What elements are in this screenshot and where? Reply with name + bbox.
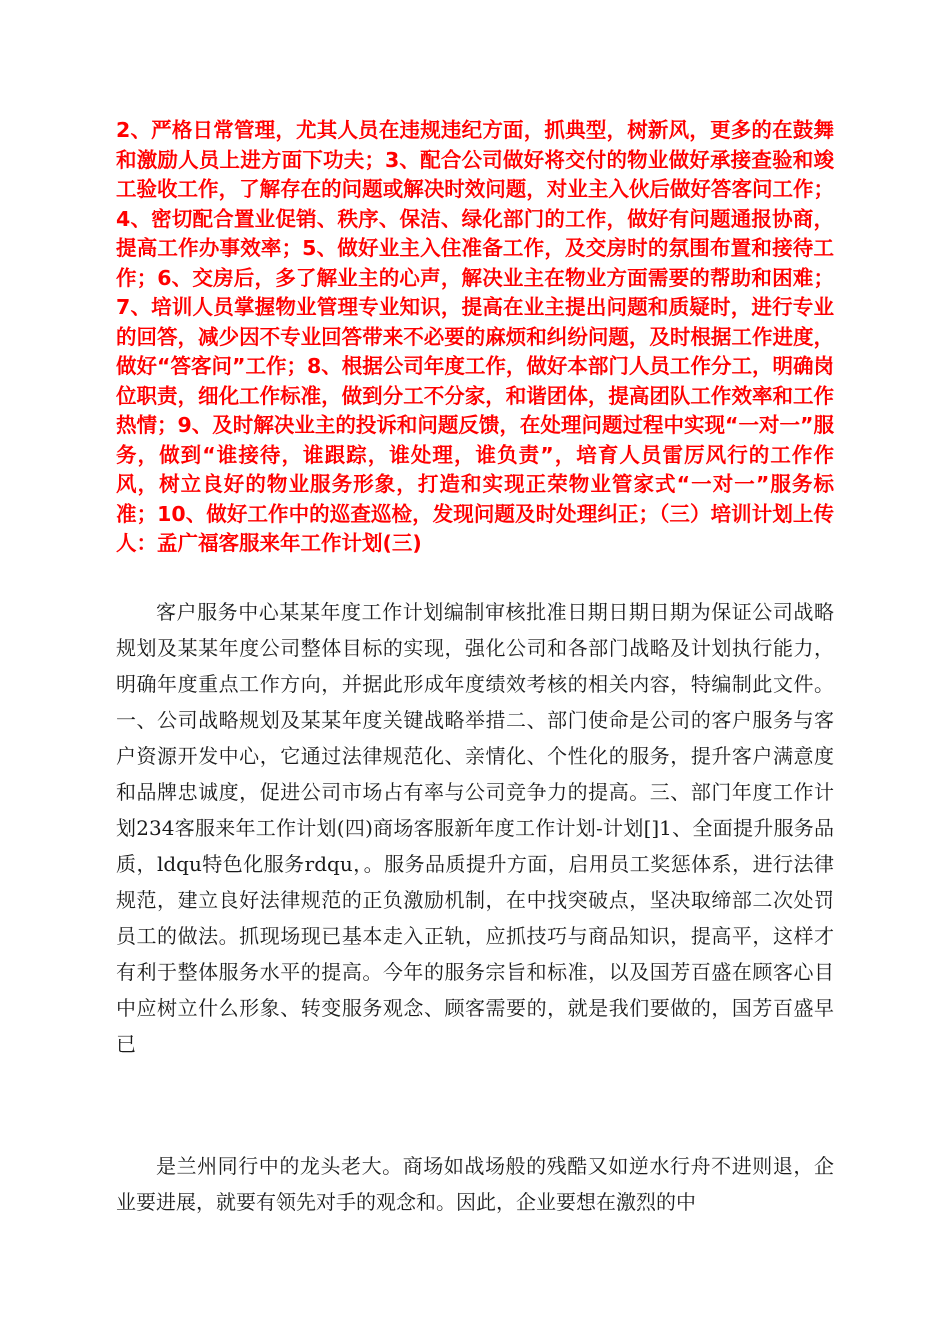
highlighted-plan-paragraph: 2、严格日常管理，尤其人员在违规违纪方面，抓典型，树新风，更多的在鼓舞和激励人员上进方面下功夫；3、配合公司做好将交付的物业做好承接查验和竣工验收工作，了解存在的问题或解决时效问题，对业主入伙后做好答客问工作；4、密切配合置业促销、秩序、保洁、绿化部门的工作，做好有问题通报协商，提高工作办事效率；5、做好业主入住准备工作，及交房时的氛围布置和接待工作；6、交房后，多了解业主的心声，解决业主在物业方面需要的帮助和困难；7、培训人员掌握物业管理专业知识，提高在业主提出问题和质疑时，进行专业的回答，减少因不专业回答带来不必要的麻烦和纠纷问题，及时根据工作进度，做好“答客问”工作；8、根据公司年度工作，做好本部门人员工作分工，明确岗位职责，细化工作标准，做到分工不分家，和谐团体，提高团队工作效率和工作热情；9、及时解决业主的投诉和问题反馈，在处理问题过程中实现“一对一”服务，做到“谁接待，谁跟踪，谁处理，谁负责”，培育人员雷厉风行的工作作风，树立良好的物业服务形象，打造和实现正荣物业管家式“一对一”服务标准；10、做好工作中的巡查巡检，发现问题及时处理纠正；（三）培训计划上传人：孟广福客服来年工作计划(三) bbox=[116, 118, 834, 555]
body-paragraph-1: 客户服务中心某某年度工作计划编制审核批准日期日期日期为保证公司战略规划及某某年度公司整体目标的实现，强化公司和各部门战略及计划执行能力，明确年度重点工作方向，并据此形成年度绩效考核的相关内容，特编制此文件。一、公司战略规划及某某年度关键战略举措二、部门使命是公司的客户服务与客户资源开发中心，它通过法律规范化、亲情化、个性化的服务，提升客户满意度和品牌忠诚度，促进公司市场占有率与公司竞争力的提高。三、部门年度工作计划234客服来年工作计划(四)商场客服新年度工作计划-计划[]1、全面提升服务品质，ldqu特色化服务rdqu，。服务品质提升方面，启用员工奖惩体系，进行法律规范，建立良好法律规范的正负激励机制，在中找突破点，坚决取缔部二次处罚员工的做法。抓现场现已基本走入正轨，应抓技巧与商品知识，提高平，这样才有利于整体服务水平的提高。今年的服务宗旨和标准，以及国芳百盛在顾客心目中应树立什么形象、转变服务观念、顾客需要的，就是我们要做的，国芳百盛早已 bbox=[116, 600, 834, 1056]
body-paragraph-2: 是兰州同行中的龙头老大。商场如战场般的残酷又如逆水行舟不进则退，企业要进展，就要有领先对手的观念和。因此，企业要想在激烈的中 bbox=[116, 1154, 834, 1214]
